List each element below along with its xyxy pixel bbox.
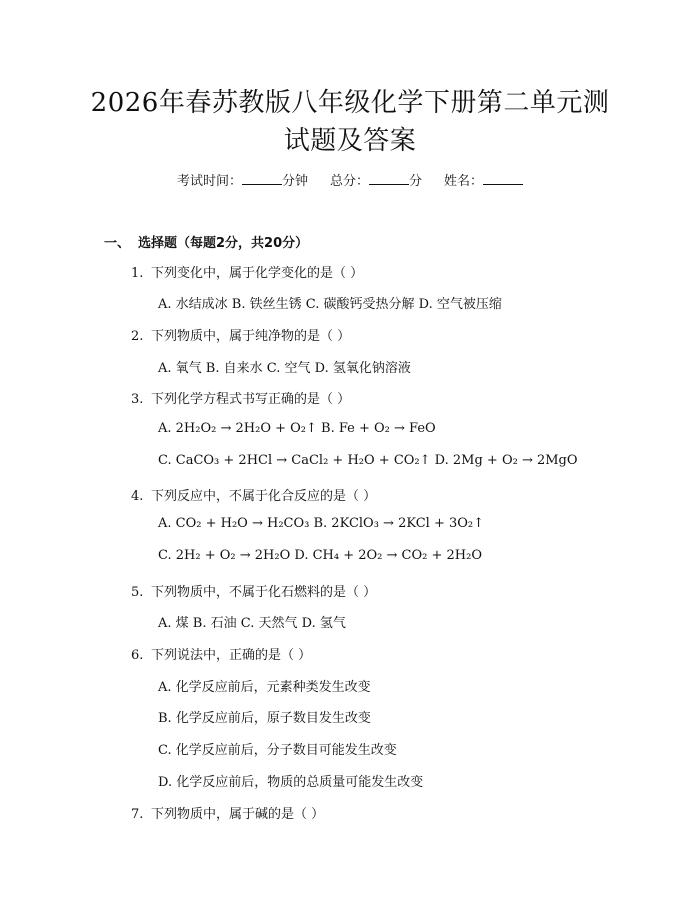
question-1 bbox=[131, 262, 363, 281]
time-blank bbox=[242, 172, 282, 185]
question-6-option-c: C. 化学反应前后，分子数目可能发生改变 bbox=[158, 743, 397, 758]
name-blank bbox=[483, 172, 523, 185]
question-5-options: A. 煤 B. 石油 C. 天然气 D. 氢气 bbox=[158, 616, 346, 631]
question-6-option-d: D. 化学反应前后，物质的总质量可能发生改变 bbox=[158, 775, 424, 790]
name-label: 姓名： bbox=[444, 174, 484, 189]
score-label: 总分： bbox=[329, 174, 369, 189]
score-unit: 分 bbox=[409, 174, 423, 189]
question-2-options: A. 氧气 B. 自来水 C. 空气 D. 氢氧化钠溶液 bbox=[158, 361, 411, 376]
question-number: 5. bbox=[131, 585, 144, 600]
section-title: 选择题（每题2分，共20分） bbox=[138, 236, 309, 251]
question-3 bbox=[131, 388, 350, 407]
question-number: 1. bbox=[131, 266, 144, 281]
question-stem: 下列物质中，不属于化石燃料的是（ ） bbox=[151, 585, 377, 600]
question-5 bbox=[131, 581, 376, 600]
exam-info-line bbox=[0, 170, 700, 189]
score-blank bbox=[369, 172, 409, 185]
question-stem: 下列反应中，不属于化合反应的是（ ） bbox=[151, 489, 377, 504]
question-3-options-line-1: A. 2H₂O₂ → 2H₂O + O₂↑ B. Fe + O₂ → FeO bbox=[158, 421, 436, 436]
document-title-line-2: 试题及答案 bbox=[283, 126, 417, 156]
question-number: 6. bbox=[131, 648, 144, 663]
question-6 bbox=[131, 644, 311, 663]
section-heading bbox=[104, 232, 308, 251]
question-number: 3. bbox=[131, 392, 144, 407]
question-stem: 下列变化中，属于化学变化的是（ ） bbox=[151, 266, 364, 281]
question-3-options-line-2: C. CaCO₃ + 2HCl → CaCl₂ + H₂O + CO₂↑ D. 2Mg + O₂ → 2MgO bbox=[158, 453, 578, 468]
question-4 bbox=[131, 485, 376, 504]
question-stem: 下列物质中，属于碱的是（ ） bbox=[151, 807, 325, 822]
question-stem: 下列化学方程式书写正确的是（ ） bbox=[151, 392, 351, 407]
section-number: 一、 bbox=[104, 236, 131, 251]
question-number: 7. bbox=[131, 807, 144, 822]
time-unit: 分钟 bbox=[281, 174, 308, 189]
question-stem: 下列说法中，正确的是（ ） bbox=[151, 648, 312, 663]
question-6-option-b: B. 化学反应前后，原子数目发生改变 bbox=[158, 711, 371, 726]
question-number: 2. bbox=[131, 329, 144, 344]
question-stem: 下列物质中，属于纯净物的是（ ） bbox=[151, 329, 351, 344]
time-label: 考试时间： bbox=[176, 174, 242, 189]
question-6-option-a: A. 化学反应前后，元素种类发生改变 bbox=[158, 680, 371, 695]
question-4-options-line-2: C. 2H₂ + O₂ → 2H₂O D. CH₄ + 2O₂ → CO₂ + 2H₂O bbox=[158, 548, 482, 563]
question-1-options: A. 水结成冰 B. 铁丝生锈 C. 碳酸钙受热分解 D. 空气被压缩 bbox=[158, 297, 502, 312]
question-number: 4. bbox=[131, 489, 144, 504]
document-title-line-1: 2026年春苏教版八年级化学下册第二单元测 bbox=[90, 88, 610, 118]
question-4-options-line-1: A. CO₂ + H₂O → H₂CO₃ B. 2KClO₃ → 2KCl + 3O₂↑ bbox=[158, 516, 484, 531]
question-2 bbox=[131, 325, 350, 344]
question-7 bbox=[131, 803, 324, 822]
